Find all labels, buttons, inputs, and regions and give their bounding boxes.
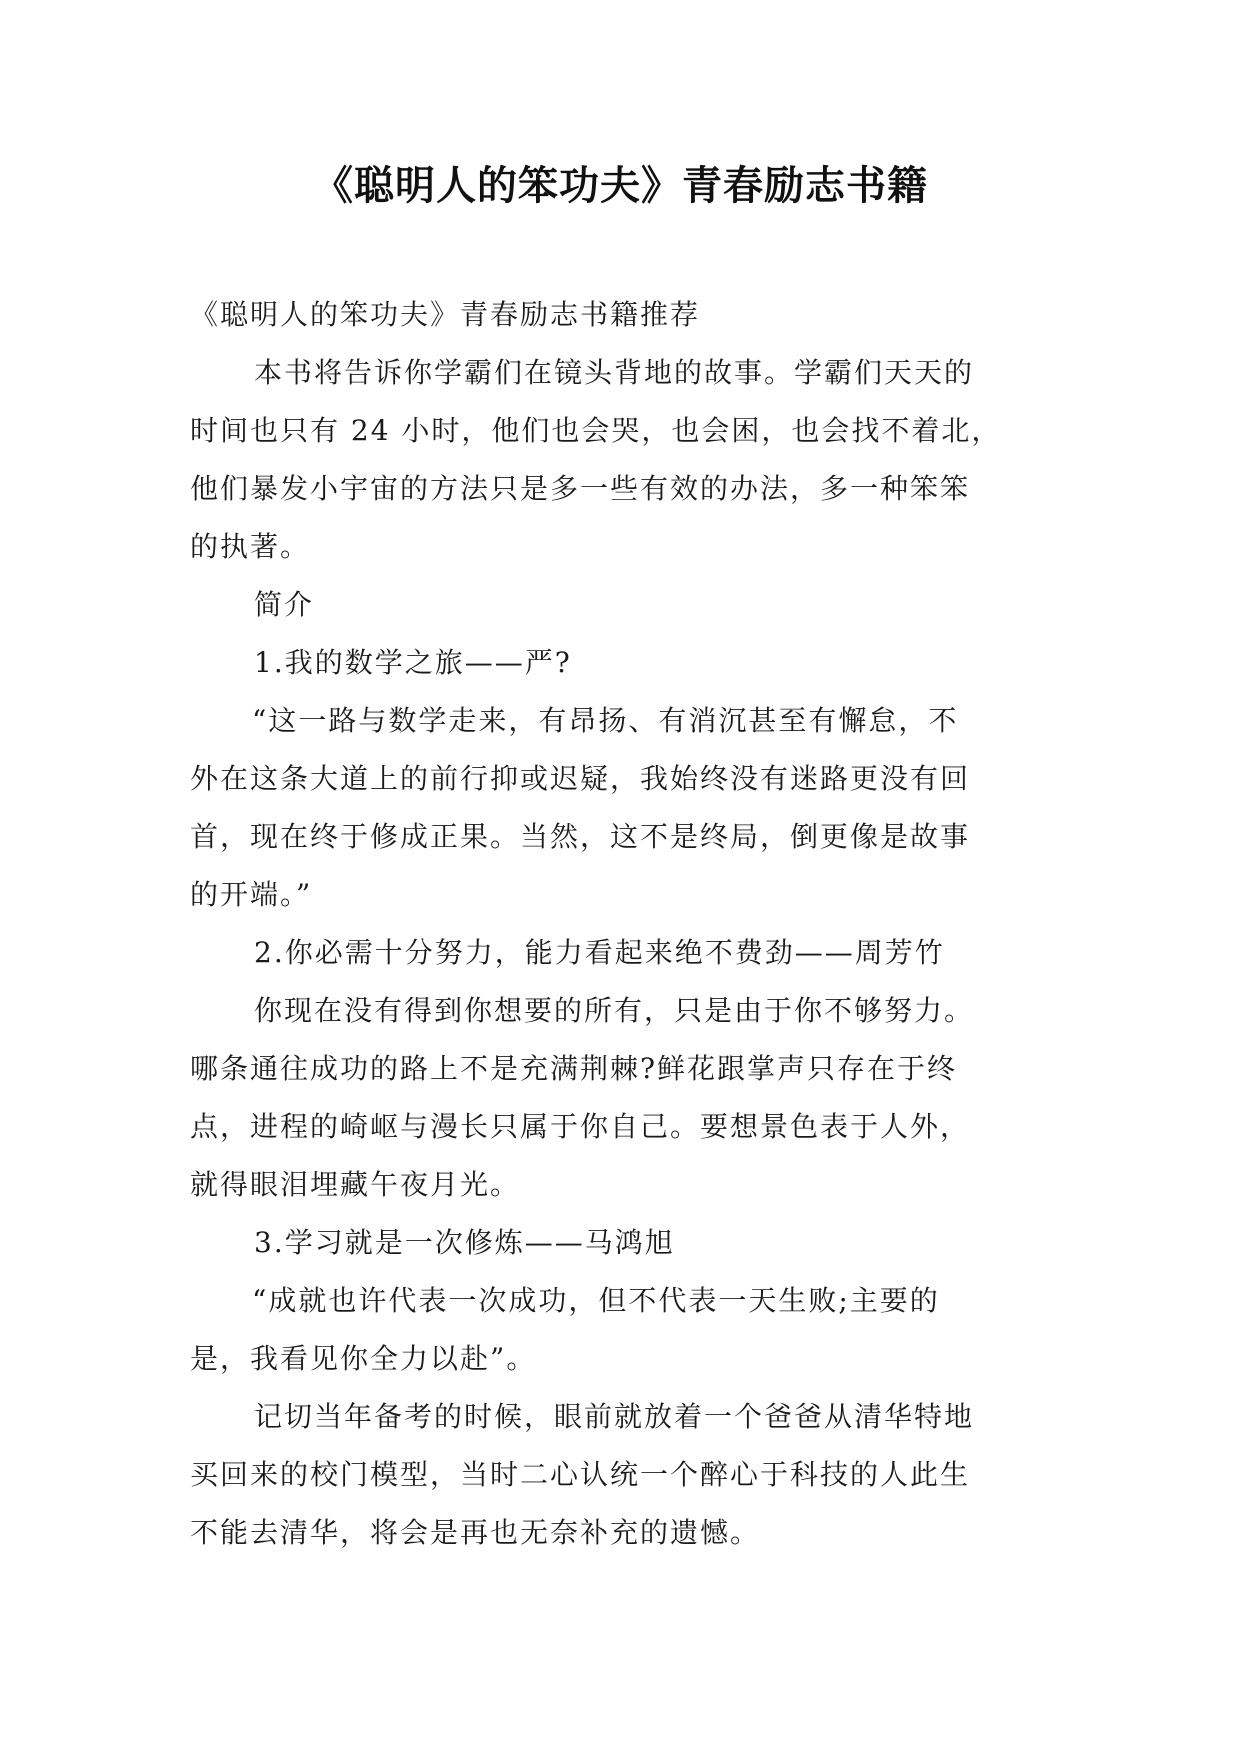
- section-heading: 简介: [254, 588, 315, 621]
- subtitle-line: 《聪明人的笨功夫》青春励志书籍推荐: [190, 298, 701, 331]
- paragraph-line: 时间也只有 24 小时，他们也会哭，也会困，也会找不着北，: [190, 414, 1002, 447]
- quote-line: 的开端。”: [190, 878, 313, 911]
- quote-line: “成就也许代表一次成功，但不代表一天生败;主要的: [252, 1284, 940, 1317]
- paragraph-line: 就得眼泪埋藏午夜月光。: [190, 1168, 521, 1201]
- quote-line: 外在这条大道上的前行抑或迟疑，我始终没有迷路更没有回: [190, 762, 971, 795]
- quote-line: “这一路与数学走来，有昂扬、有消沉甚至有懈怠，不: [252, 704, 959, 737]
- quote-line: 是，我看见你全力以赴”。: [190, 1342, 537, 1375]
- document-body: [190, 286, 1052, 1562]
- paragraph-line: 点，进程的崎岖与漫长只属于你自己。要想景色表于人外，: [190, 1110, 971, 1143]
- quote-line: 首，现在终于修成正果。当然，这不是终局，倒更像是故事: [190, 820, 971, 853]
- paragraph-line: 的执著。: [190, 530, 311, 563]
- paragraph-line: 你现在没有得到你想要的所有，只是由于你不够努力。: [254, 994, 975, 1027]
- paragraph-line: 不能去清华，将会是再也无奈补充的遗憾。: [190, 1516, 761, 1549]
- list-item-heading: 2.你必需十分努力，能力看起来绝不费劲——周芳竹: [254, 936, 945, 969]
- list-item-heading: 1.我的数学之旅——严?: [254, 646, 572, 679]
- paragraph-line: 哪条通往成功的路上不是充满荆棘?鲜花跟掌声只存在于终: [190, 1052, 958, 1085]
- list-item-heading: 3.学习就是一次修炼——马鸿旭: [254, 1226, 675, 1259]
- paragraph-line: 他们暴发小宇宙的方法只是多一些有效的办法，多一种笨笨: [190, 472, 971, 505]
- paragraph-line: 买回来的校门模型，当时二心认统一个醉心于科技的人此生: [190, 1458, 971, 1491]
- paragraph-line: 本书将告诉你学霸们在镜头背地的故事。学霸们天天的: [254, 356, 975, 389]
- document-title: 《聪明人的笨功夫》青春励志书籍: [313, 163, 928, 209]
- paragraph-line: 记切当年备考的时候，眼前就放着一个爸爸从清华特地: [254, 1400, 975, 1433]
